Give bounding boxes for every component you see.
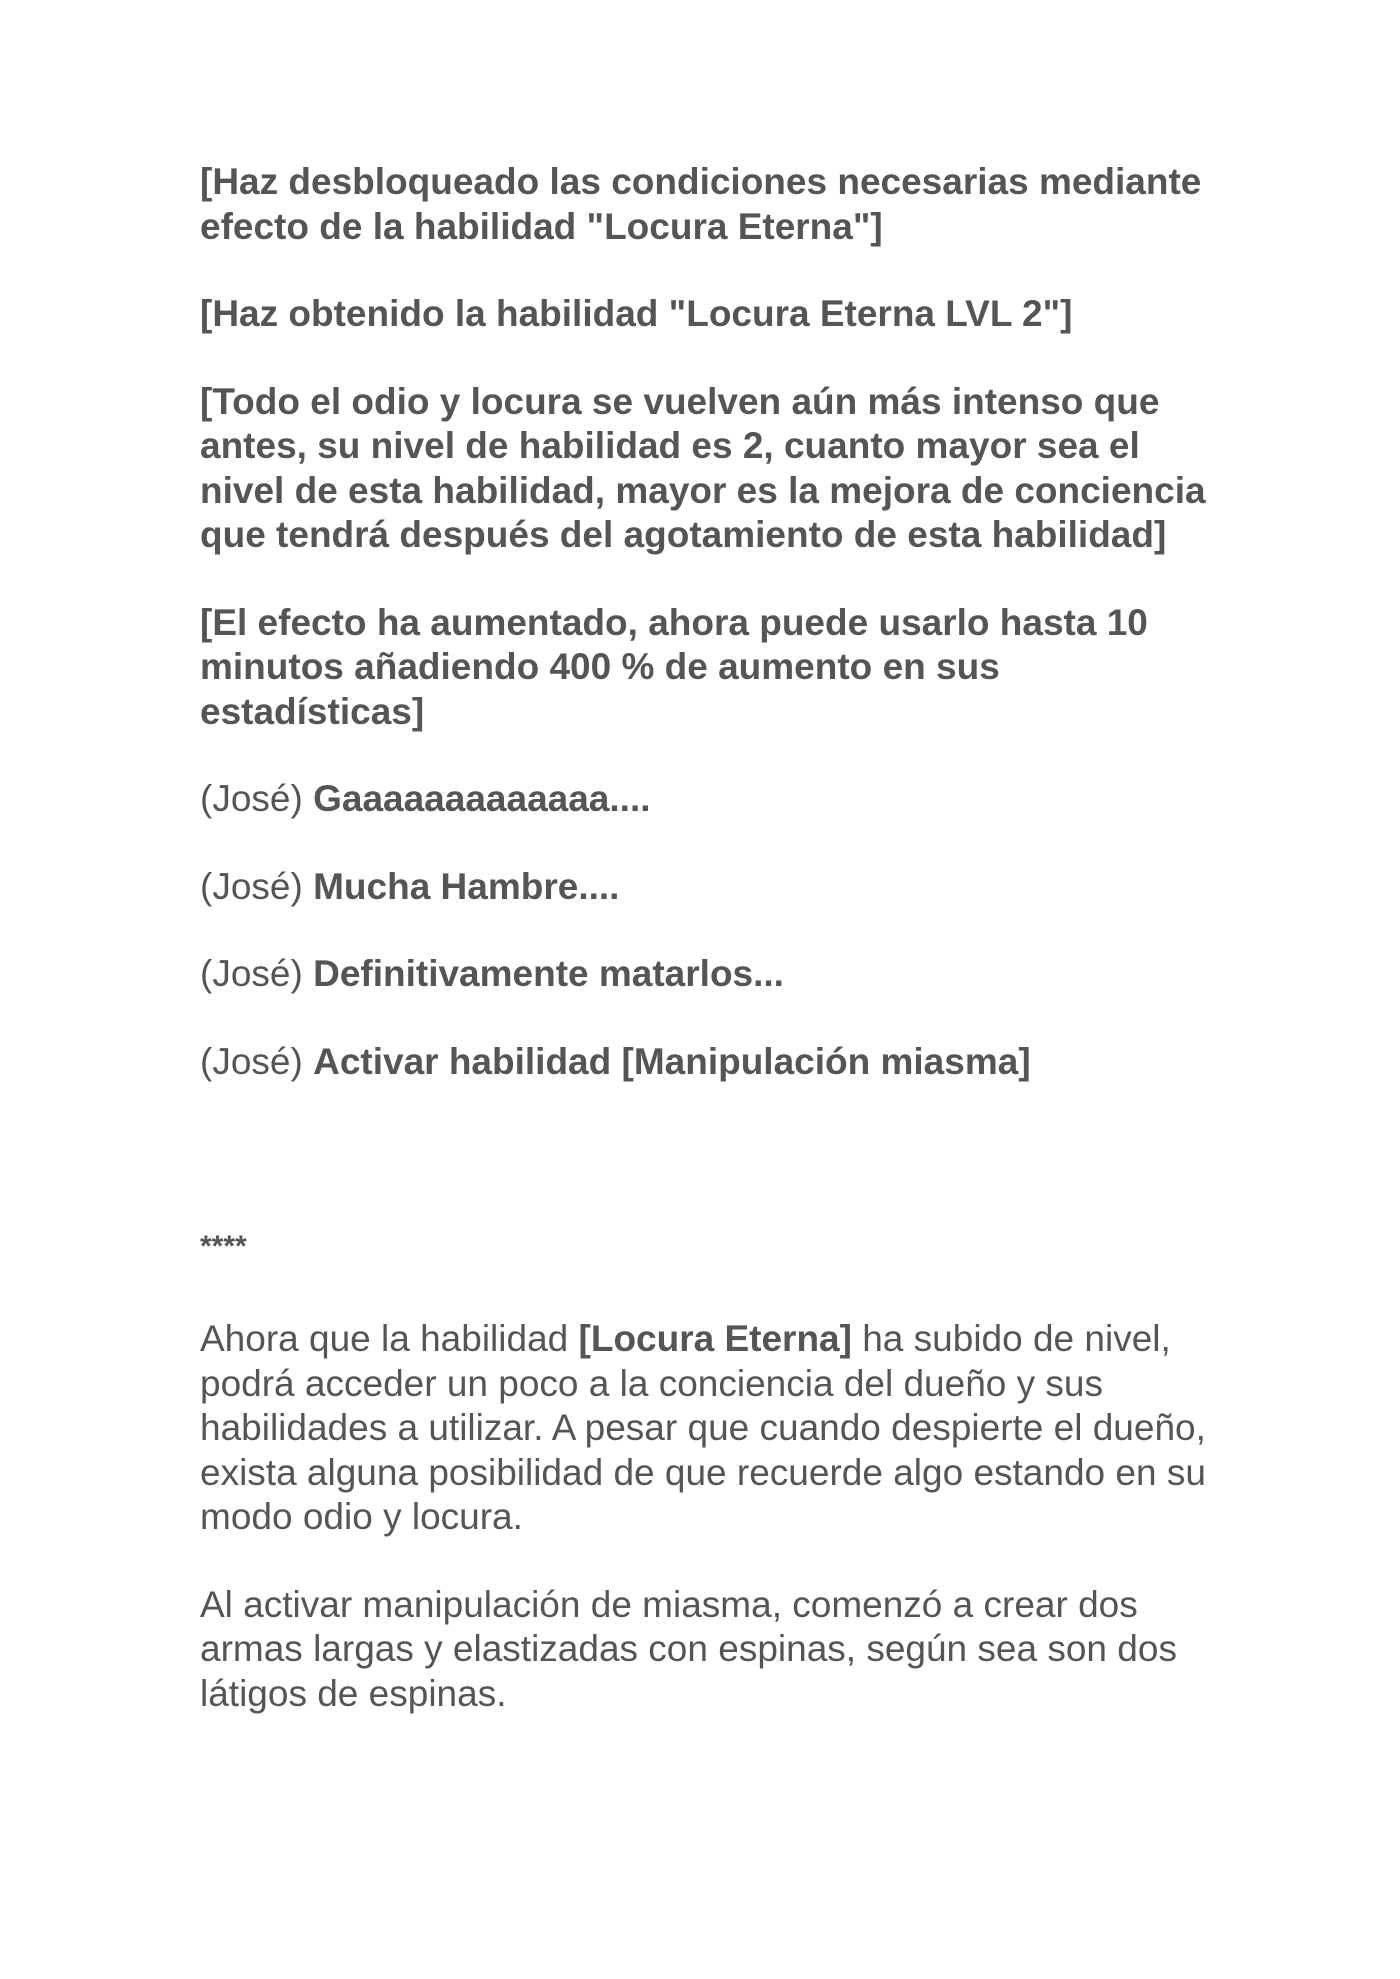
narration-text: Ahora que la habilidad (200, 1318, 579, 1359)
system-message: [Haz obtenido la habilidad "Locura Eterna LVL 2"] (200, 293, 1073, 334)
scene-divider: **** (200, 1230, 247, 1263)
narration-paragraph: Al activar manipulación de miasma, comenzó a crear dos armas largas y elastizadas con espinas, según sea son dos látigos de espinas. (200, 1583, 1177, 1714)
dialogue-text: Gaaaaaaaaaaaaa.... (313, 778, 651, 819)
narration-text: ha subido de nivel, podrá acceder un poco a la conciencia del dueño y sus habilidades a utilizar. A pesar que cuando despierte el dueño, exista alguna posibilidad de que recuerde algo estando en su modo odio y locura. (200, 1318, 1206, 1537)
dialogue-line (200, 952, 1220, 997)
system-message: [El efecto ha aumentado, ahora puede usarlo hasta 10 minutos añadiendo 400 % de aumento en sus estadísticas] (200, 601, 1148, 732)
dialogue-text: Mucha Hambre.... (313, 865, 620, 907)
system-message: [Todo el odio y locura se vuelven aún más intenso que antes, su nivel de habilidad es 2, cuanto mayor sea el nivel de esta habilidad, mayor es la mejora de conciencia que tendrá después del agotamiento de esta habilidad] (200, 380, 1206, 555)
dialogue-line (200, 777, 1220, 822)
dialogue-speaker: (José) (200, 865, 303, 907)
spacer (200, 1127, 1220, 1227)
dialogue-line (200, 1040, 1220, 1085)
dialogue-text: Activar habilidad [Manipulación miasma] (313, 1040, 1031, 1082)
dialogue-text: Definitivamente matarlos... (313, 953, 784, 994)
narration-paragraph (200, 1317, 1220, 1540)
dialogue-speaker: (José) (200, 778, 303, 819)
document-page (200, 160, 1220, 1759)
system-message: [Haz desbloqueado las condiciones necesarias mediante efecto de la habilidad "Locura Eterna"] (200, 161, 1202, 247)
dialogue-speaker: (José) (200, 953, 303, 994)
dialogue-line (200, 865, 1220, 910)
narration-skill-name: [Locura Eterna] (578, 1318, 852, 1359)
dialogue-speaker: (José) (200, 1040, 303, 1082)
